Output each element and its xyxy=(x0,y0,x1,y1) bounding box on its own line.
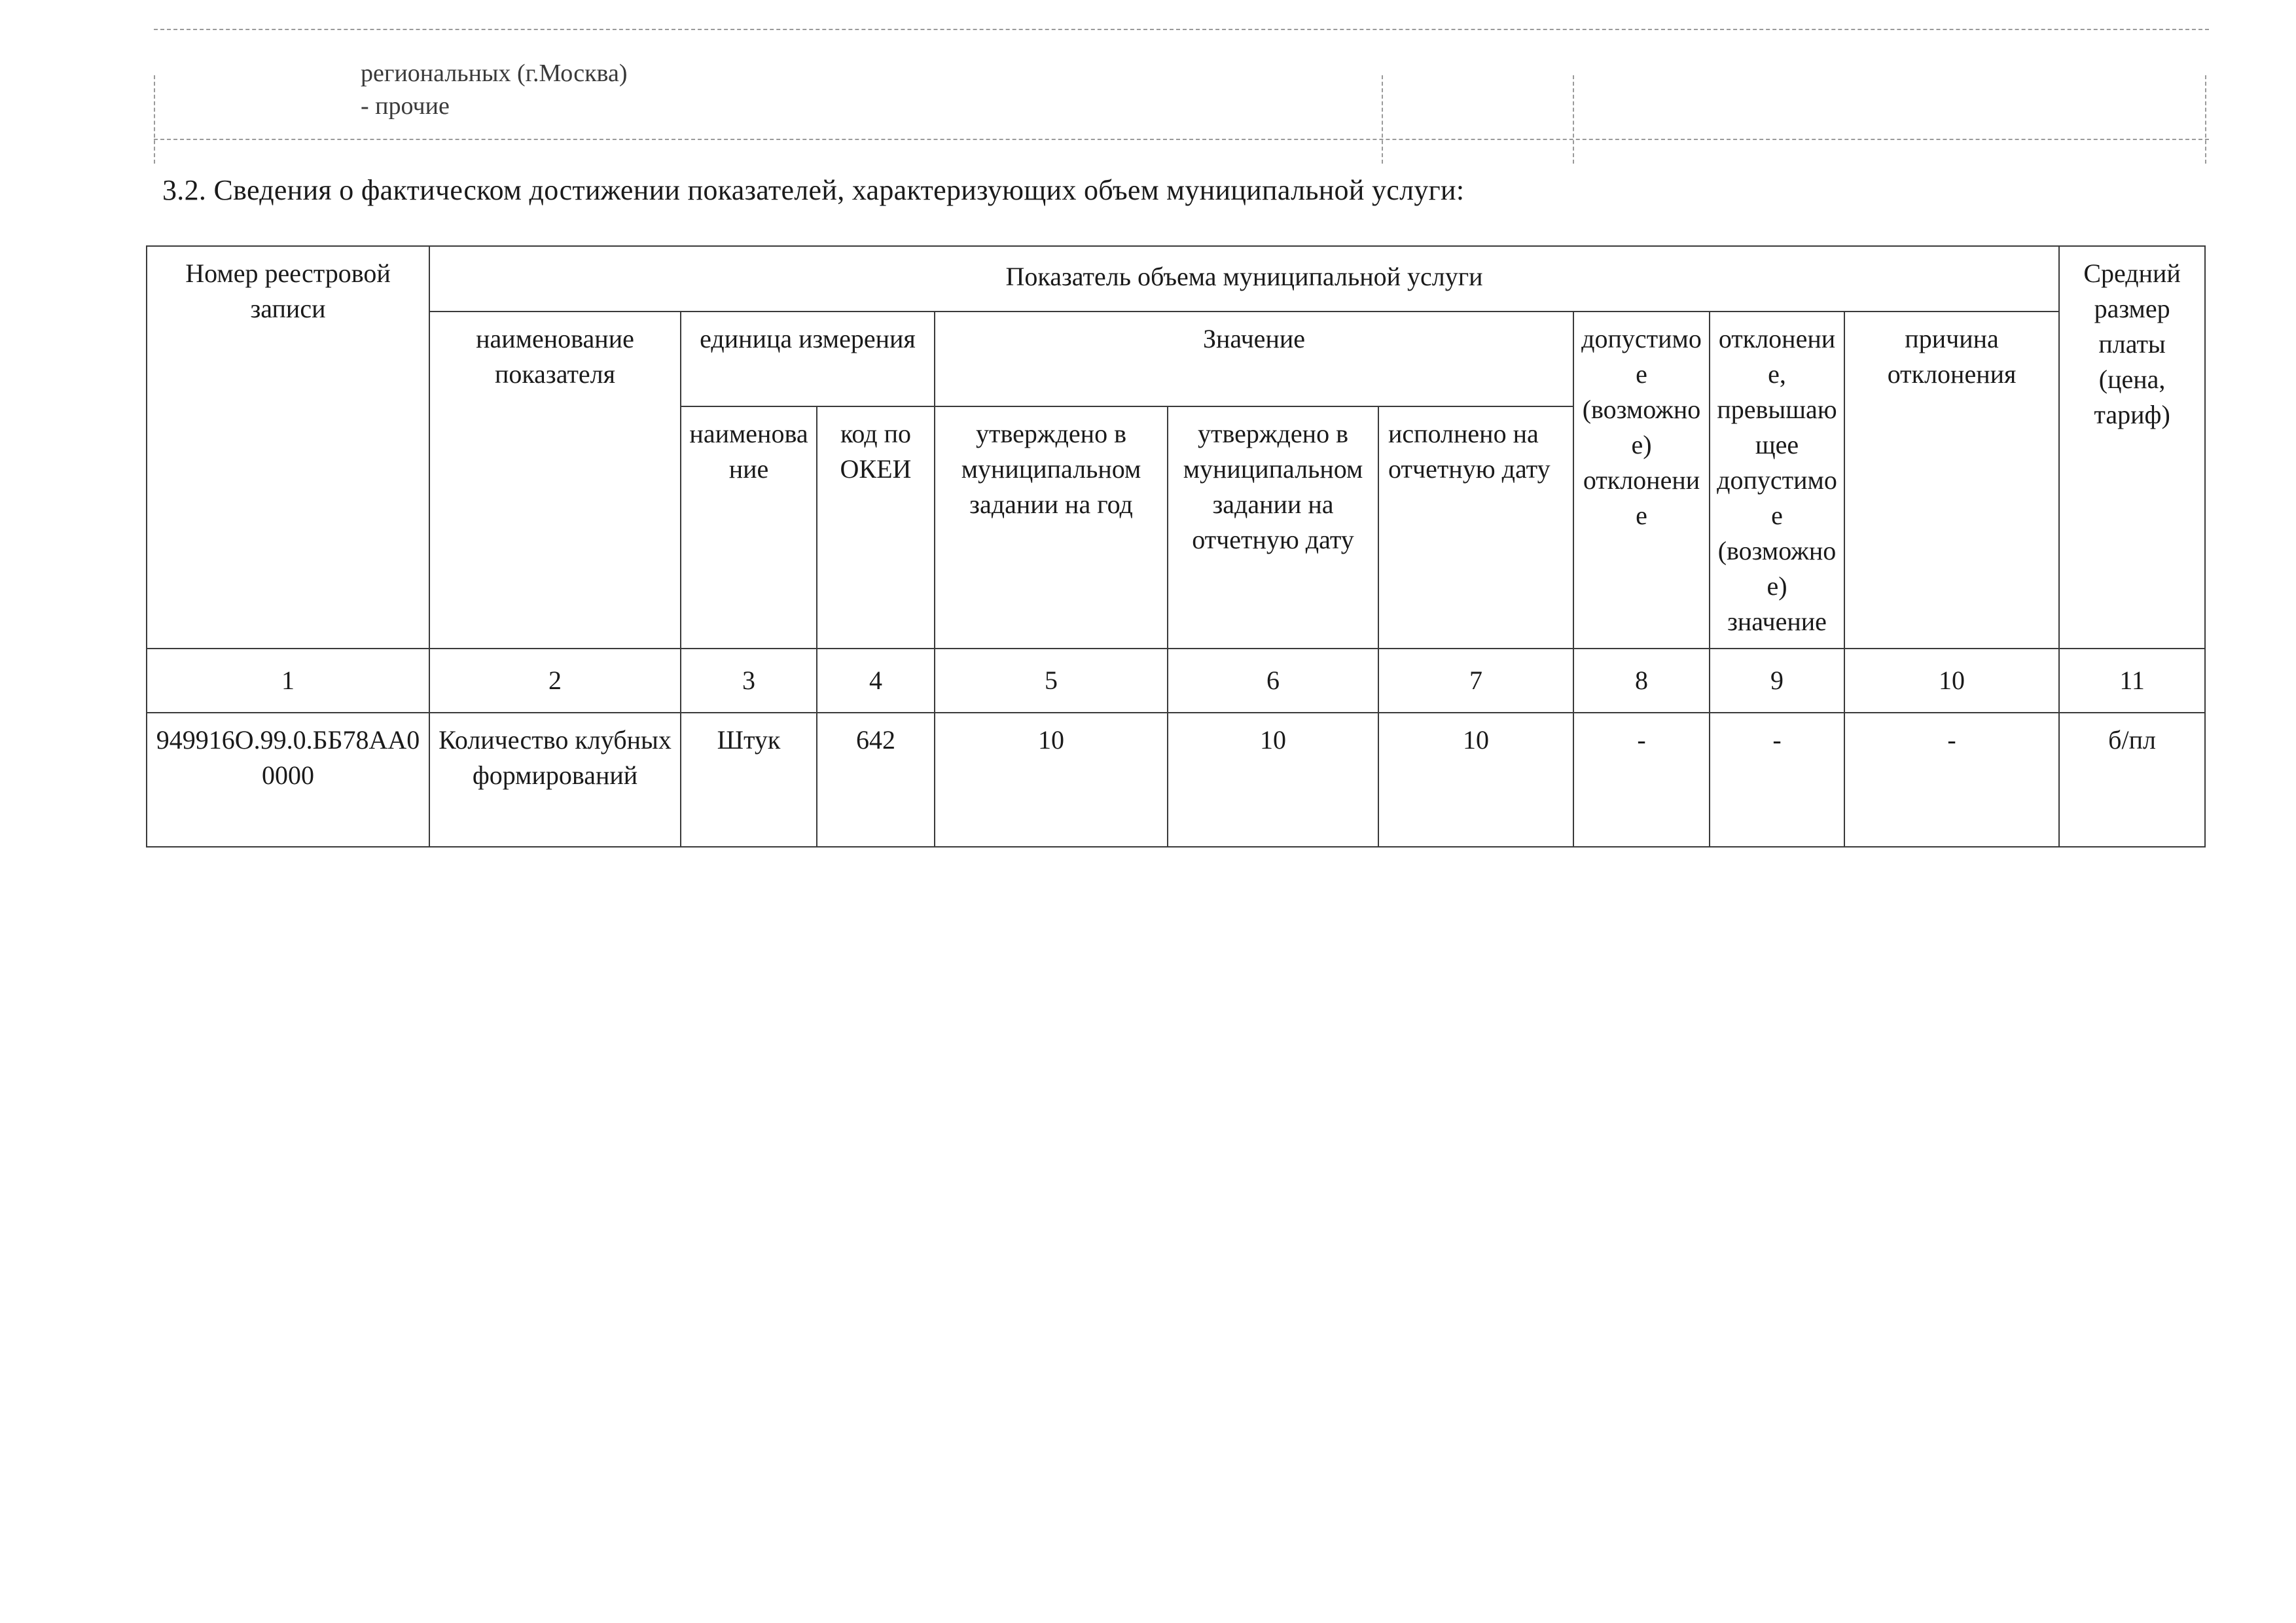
header-executed-report-date: исполнено на отчетную дату xyxy=(1378,406,1573,649)
table-row xyxy=(147,713,2205,847)
header-okei-code: код по ОКЕИ xyxy=(817,406,935,649)
cell-executed-report-date: 10 xyxy=(1378,713,1573,847)
header-allowed-deviation: допустимое (возможное) отклонение xyxy=(1573,312,1710,649)
header-value: Значение xyxy=(935,312,1573,406)
header-indicator-name: наименование показателя xyxy=(429,312,681,649)
table-border-bottom xyxy=(154,139,2209,140)
cell-approved-report-date: 10 xyxy=(1168,713,1378,847)
column-number: 3 xyxy=(681,649,817,713)
column-number: 11 xyxy=(2059,649,2205,713)
previous-table-row-other: - прочие xyxy=(361,92,450,120)
cell-deviation-reason: - xyxy=(1844,713,2059,847)
header-registry-number: Номер реестровой записи xyxy=(147,246,429,649)
table-column-divider xyxy=(1382,75,1383,164)
table-border-right xyxy=(2205,75,2206,164)
column-number: 1 xyxy=(147,649,429,713)
section-heading: 3.2. Сведения о фактическом достижении показателей, характеризующих объем муниципальной услуги: xyxy=(162,174,1465,206)
table-border-top xyxy=(154,29,2209,30)
cell-registry-number: 949916О.99.0.ББ78АА00000 xyxy=(147,713,429,847)
cell-unit-name: Штук xyxy=(681,713,817,847)
column-number: 2 xyxy=(429,649,681,713)
header-volume-indicator: Показатель объема муниципальной услуги xyxy=(429,246,2059,312)
table-border-left xyxy=(154,75,155,164)
header-approved-report-date: утверждено в муниципальном задании на отчетную дату xyxy=(1168,406,1378,649)
column-number: 4 xyxy=(817,649,935,713)
cell-okei-code: 642 xyxy=(817,713,935,847)
column-number: 6 xyxy=(1168,649,1378,713)
previous-table-fragment xyxy=(154,26,2209,141)
cell-average-fee: б/пл xyxy=(2059,713,2205,847)
header-unit: единица измерения xyxy=(681,312,935,406)
previous-table-row-regional: региональных (г.Москва) xyxy=(361,60,628,87)
column-number: 8 xyxy=(1573,649,1710,713)
cell-deviation-exceeding: - xyxy=(1710,713,1844,847)
column-number: 7 xyxy=(1378,649,1573,713)
header-average-fee: Средний размер платы (цена, тариф) xyxy=(2059,246,2205,649)
column-number: 10 xyxy=(1844,649,2059,713)
table-column-divider xyxy=(1573,75,1574,164)
header-approved-year: утверждено в муниципальном задании на год xyxy=(935,406,1168,649)
column-number: 9 xyxy=(1710,649,1844,713)
cell-approved-year: 10 xyxy=(935,713,1168,847)
header-unit-name: наименование xyxy=(681,406,817,649)
header-deviation-reason: причина отклонения xyxy=(1844,312,2059,649)
cell-indicator-name: Количество клубных формирований xyxy=(429,713,681,847)
cell-allowed-deviation: - xyxy=(1573,713,1710,847)
volume-indicators-table xyxy=(146,245,2204,847)
header-deviation-exceeding: отклонение, превышающее допустимое (возможное) значение xyxy=(1710,312,1844,649)
column-number: 5 xyxy=(935,649,1168,713)
